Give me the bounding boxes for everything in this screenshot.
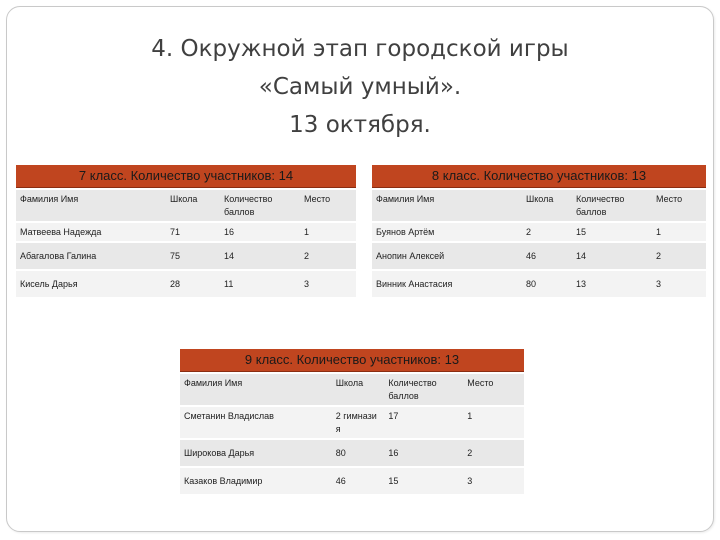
- cell-score: 15: [572, 223, 652, 241]
- cell-name: Винник Анастасия: [372, 271, 522, 297]
- table-row: [16, 223, 356, 241]
- table-header: 8 класс. Количество участников: 13: [372, 165, 706, 188]
- column-header-school: Школа: [522, 190, 572, 221]
- column-header-school: Школа: [166, 190, 220, 221]
- table-header: 7 класс. Количество участников: 14: [16, 165, 356, 188]
- table-header: 9 класс. Количество участников: 13: [180, 349, 524, 372]
- title-line-2: «Самый умный».: [258, 74, 462, 100]
- cell-score: 13: [572, 271, 652, 297]
- column-header-name: Фамилия Имя: [16, 190, 166, 221]
- cell-place: 2: [652, 243, 706, 269]
- cell-name: Абагалова Галина: [16, 243, 166, 269]
- cell-place: 1: [300, 223, 356, 241]
- cell-name: Буянов Артём: [372, 223, 522, 241]
- column-header-score: Количество баллов: [384, 374, 463, 405]
- cell-name: Кисель Дарья: [16, 271, 166, 297]
- results-table-grade9: [180, 347, 524, 496]
- cell-school: 71: [166, 223, 220, 241]
- cell-school: 2: [522, 223, 572, 241]
- cell-score: 15: [384, 468, 463, 494]
- column-header-row: [16, 190, 356, 221]
- table-row: [180, 440, 524, 466]
- cell-name: Широкова Дарья: [180, 440, 332, 466]
- column-header-row: [372, 190, 706, 221]
- column-header-row: [180, 374, 524, 405]
- cell-school: 80: [332, 440, 385, 466]
- cell-school: 28: [166, 271, 220, 297]
- cell-score: 14: [572, 243, 652, 269]
- cell-place: 1: [463, 407, 524, 438]
- column-header-school: Школа: [332, 374, 385, 405]
- column-header-name: Фамилия Имя: [372, 190, 522, 221]
- cell-name: Сметанин Владислав: [180, 407, 332, 438]
- cell-school: 46: [332, 468, 385, 494]
- cell-school: 2 гимназия: [332, 407, 385, 438]
- results-table-grade7: [16, 163, 356, 299]
- table-row: [372, 243, 706, 269]
- cell-score: 16: [384, 440, 463, 466]
- slide-title: [0, 30, 720, 144]
- cell-school: 75: [166, 243, 220, 269]
- column-header-place: Место: [652, 190, 706, 221]
- table-row: [180, 407, 524, 438]
- table-row: [16, 243, 356, 269]
- cell-school: 80: [522, 271, 572, 297]
- column-header-place: Место: [300, 190, 356, 221]
- cell-score: 14: [220, 243, 300, 269]
- cell-score: 17: [384, 407, 463, 438]
- cell-place: 3: [300, 271, 356, 297]
- cell-name: Матвеева Надежда: [16, 223, 166, 241]
- title-line-1: 4. Окружной этап городской игры: [151, 36, 569, 62]
- column-header-place: Место: [463, 374, 524, 405]
- cell-name: Анопин Алексей: [372, 243, 522, 269]
- table-row: [16, 271, 356, 297]
- column-header-name: Фамилия Имя: [180, 374, 332, 405]
- cell-school: 46: [522, 243, 572, 269]
- cell-place: 3: [463, 468, 524, 494]
- table-row: [372, 271, 706, 297]
- cell-place: 2: [300, 243, 356, 269]
- table-row: [372, 223, 706, 241]
- column-header-score: Количество баллов: [572, 190, 652, 221]
- cell-place: 2: [463, 440, 524, 466]
- title-line-3: 13 октября.: [289, 112, 431, 138]
- results-table-grade8: [372, 163, 706, 299]
- cell-score: 11: [220, 271, 300, 297]
- cell-name: Казаков Владимир: [180, 468, 332, 494]
- table-row: [180, 468, 524, 494]
- column-header-score: Количество баллов: [220, 190, 300, 221]
- cell-score: 16: [220, 223, 300, 241]
- cell-place: 1: [652, 223, 706, 241]
- cell-place: 3: [652, 271, 706, 297]
